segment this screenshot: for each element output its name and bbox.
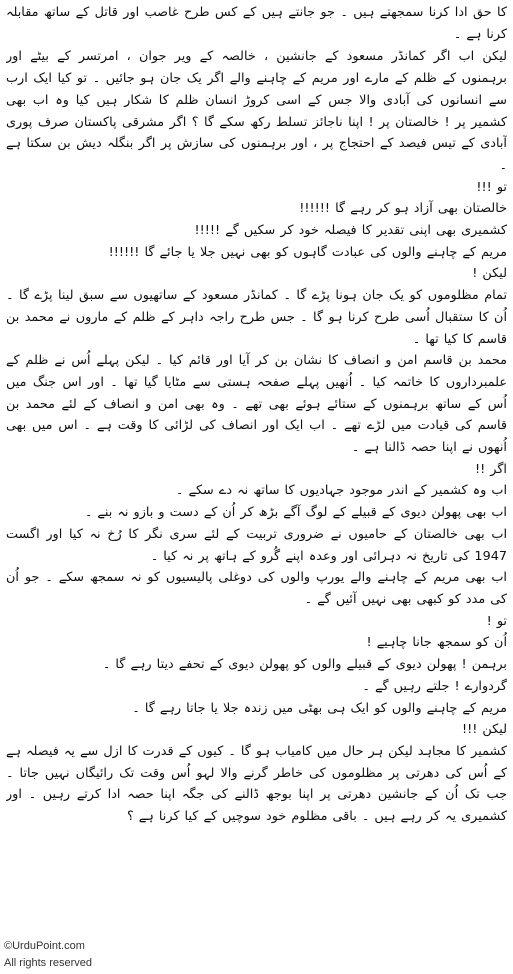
paragraph-khalistan-supporters: اب بھی خالصتان کے حامیوں نے ضروری تربیت کے لئے سری نگر کا رُخ نہ کیا اور اگست 1947 کی تاریخ نہ دہرائی اور وعدہ اپنے گُرو کے ہاتھ پر نہ کیا ۔ bbox=[6, 526, 507, 564]
paragraph-jihadis: اب وہ کشمیر کے اندر موجود جہادیوں کا ساتھ نہ دے سکے ۔ bbox=[175, 483, 507, 499]
copyright-text: ©UrduPoint.com bbox=[4, 940, 85, 952]
paragraph-then: تو !!! bbox=[476, 179, 507, 195]
paragraph-europe-policies: اب بھی مریم کے چاہنے والے یورپ والوں کی دوغلی پالیسیوں کو نہ سمجھ سکے ۔ جو اُن کی مدد کو کبھی بھی نہیں آئیں گے ۔ bbox=[6, 570, 507, 607]
paragraph-opening: کا حق ادا کرنا سمجھتے ہیں ۔ جو جانتے ہیں کے کس طرح غاصب اور قاتل کے ساتھ مقابلہ کرنا ہے ۔ bbox=[6, 5, 507, 42]
paragraph-burned: مریم کے چاہنے والوں کو ایک ہی بھٹی میں زندہ جلا یا جاتا رہے گا ۔ bbox=[132, 700, 507, 716]
article-body bbox=[6, 2, 507, 934]
paragraph-but: لیکن ! bbox=[472, 266, 507, 282]
paragraph-united-front: لیکن اب اگر کمانڈر مسعود کے جانشین ، خالصہ کے ویر جوان ، امرتسر کے بیٹے اور برہمنوں کے ظلم کے مارے اور مریم کے چاہنے والے اگر یک جان ہو جائیں ۔ تو کیا ایک ارب سے انسانوں کی آبادی والا جس کے اسی کروڑ انسان ظلم کا شکار ہیں کیا وہ اب بھی کشمیر پر ! خالصتان پر ! اپنا ناجائز تسلط رکھ سکے گا ؟ اگر مشرقی پاکستان صرف پوری آبادی کے تیس فیصد کے احتجاج پر ، اور برہمنوں کی سازش پر اگر بنگلہ دیش بن سکتا ہے ۔ bbox=[6, 49, 507, 173]
paragraph-oppressed-unite: تمام مظلوموں کو یک جان ہونا پڑے گا ۔ کمانڈر مسعود کے ساتھیوں سے سبق لینا پڑے گا ۔ اُن کا ستقبال اُسی طرح کرنا ہو گا ۔ جس طرح راجہ داہر کے ظلم کے ماروں نے محمد بن قاسم کا کیا تھا ۔ bbox=[6, 288, 507, 347]
paragraph-brahmin: برہمن ! پھولن دیوی کے قبیلے والوں کو پھولن دیوی کے تحفے دیتا رہے گا ۔ bbox=[102, 657, 507, 673]
paragraph-but-2: لیکن !!! bbox=[461, 722, 507, 738]
paragraph-muhammad-bin-qasim: محمد بن قاسم امن و انصاف کا نشان بن کر آیا اور قائم کیا ۔ لیکن پہلے اُس نے ظلم کے علمبرداروں کا خاتمہ کیا ۔ اُنھیں پہلے صفحہ ہستی سے مٹایا گیا تھا ۔ اور اس جنگ میں اُس کے ساتھ برہمنوں کے ستائے ہوئے بھی تھے ۔ وہ بھی امن و انصاف کے لئے محمد بن قاسم کی قیادت میں لڑے تھے ۔ اب ایک اور انصاف کی لڑائی کا وقت ہے ۔ اس میں بھی اُنھوں نے اپنا حصہ ڈالنا ہے ۔ bbox=[6, 353, 507, 456]
paragraph-kashmir-mujahid: کشمیر کا مجاہد لیکن ہر حال میں کامیاب ہو گا ۔ کیوں کے قدرت کا ازل سے یہ فیصلہ ہے کے اُس کی دھرتی پر مظلوموں کی خاطر گرنے والا لہو اُس وقت تک رائیگاں نہیں جاتا ۔ جب تک اُن کے جانشین دھرتی پر اپنا بوجھ ڈالنے کی جگہ اپنا حصہ ادا کرتے رہیں ۔ اور کشمیری یہ کر رہے ہیں ۔ باقی مظلوم خود سوچیں کے کیا کرنا ہے ؟ bbox=[6, 743, 507, 825]
paragraph-gurdwaras: گردوارے ! جلتے رہیں گے ۔ bbox=[362, 678, 507, 694]
paragraph-if: اگر !! bbox=[474, 461, 507, 477]
paragraph-khalistan: خالصتان بھی آزاد ہو کر رہے گا !!!!!! bbox=[299, 201, 507, 217]
copyright-footer bbox=[4, 938, 224, 972]
paragraph-understand: اُن کو سمجھ جانا چاہیے ! bbox=[366, 635, 507, 651]
rights-text: All rights reserved bbox=[4, 957, 93, 969]
paragraph-churches: مریم کے چاہنے والوں کی عبادت گاہوں کو بھی نہیں جلا یا جائے گا !!!!!! bbox=[108, 244, 507, 260]
paragraph-kashmiris: کشمیری بھی اپنی تقدیر کا فیصلہ خود کر سکیں گے !!!!! bbox=[194, 223, 507, 239]
paragraph-then-2: تو ! bbox=[486, 613, 507, 629]
paragraph-phoolan-devi-tribe: اب بھی پھولن دیوی کے قبیلے کے لوگ آگے بڑھ کر اُن کے دست و بازو نہ بنے ۔ bbox=[84, 505, 507, 521]
